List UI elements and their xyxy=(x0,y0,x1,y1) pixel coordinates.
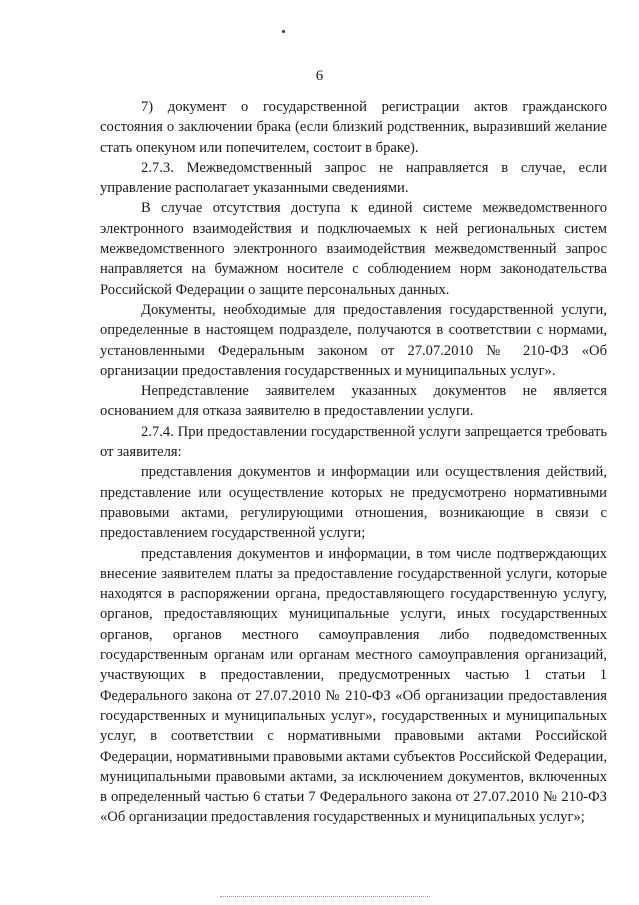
paragraph-no-access: В случае отсутствия доступа к единой системе межведомственного электронного взаимодействия и подключаемых к ней региональных систем межведомственного электронного взаимодействия межведомственный запрос направляется на бумажном носителе с соблюдением норм законодательства Российской Федерации о защите персональных данных. xyxy=(100,200,607,298)
page-number: 6 xyxy=(315,68,324,84)
paragraph-actions: представления документов и информации или осуществления действий, представление или осуществление которых не предусмотрено нормативными правовыми актами, регулирующими отношения, возникающие в связи с предоставлением государственной услуги; xyxy=(100,464,607,542)
paragraph-2-7-4: 2.7.4. При предоставлении государственной услуги запрещается требовать от заявителя: xyxy=(100,423,607,461)
paragraph-non-submission: Непредставление заявителем указанных документов не является основанием для отказа заявителю в предоставлении услуги. xyxy=(100,383,607,420)
scan-dot-mark xyxy=(282,30,285,33)
paragraph-item-7: 7) документ о государственной регистрации актов гражданского состояния о заключении брака (если близкий родственник, выразивший желание стать опекуном или попечителем, состоит в браке). xyxy=(100,99,607,156)
scan-bottom-edge xyxy=(220,896,430,899)
paragraph-documents-info: представления документов и информации, в том числе подтверждающих внесение заявителем платы за предоставление государственной услуги, которые находятся в распоряжении органа, предоставляющего государственную услугу, органов, предоставляющих муниципальные услуги, иных государственных органов, органов местного самоуправления либо подведомственных государственным органам или органам местного самоуправления организаций, участвующих в предоставлении, предусмотренных частью 1 статьи 1 Федерального закона от 27.07.2010 № 210-ФЗ «Об организации предоставления государственных и муниципальных услуг», государственных и муниципальных услуг, в соответствии с нормативными правовыми актами Российской Федерации, нормативными правовыми актами субъектов Российской Федерации, муниципальными правовыми актами, за исключением документов, включенных в определенный частью 6 статьи 7 Федерального закона от 27.07.2010 № 210-ФЗ «Об организации предоставления государственных и муниципальных услуг»; xyxy=(100,545,607,826)
paragraph-2-7-3: 2.7.3. Межведомственный запрос не направляется в случае, если управление располагает указанными сведениями. xyxy=(100,159,607,197)
document-body xyxy=(100,97,607,828)
paragraph-documents-required: Документы, необходимые для предоставления государственной услуги, определенные в настоящем подразделе, получаются в соответствии с нормами, установленными Федеральным законом от 27.07.2010 № 210-ФЗ «Об организации предоставления государственных и муниципальных услуг». xyxy=(100,301,607,379)
